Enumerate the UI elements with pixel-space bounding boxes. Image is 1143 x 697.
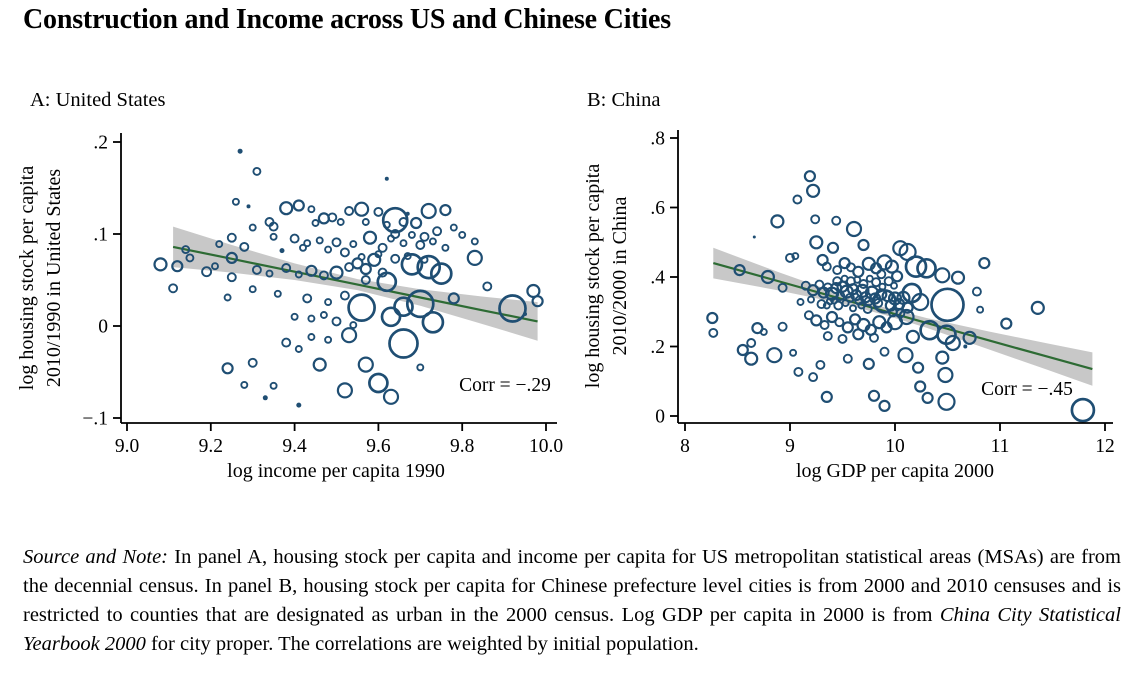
- corr-annotation: Corr = −.45: [981, 379, 1073, 400]
- scatter-point: [923, 393, 933, 403]
- panel-label: A: United States: [30, 89, 166, 111]
- scatter-point: [761, 329, 767, 335]
- scatter-point: [422, 204, 436, 218]
- scatter-point: [483, 282, 491, 290]
- scatter-point: [899, 348, 913, 362]
- scatter-point: [809, 373, 817, 381]
- scatter-point: [798, 299, 804, 305]
- y-tick-label: .2: [93, 132, 108, 154]
- scatter-point: [907, 331, 919, 343]
- figure-title: Construction and Income across US and Chinese Cities: [23, 4, 671, 35]
- y-axis-label-line1: log housing stock per capita: [16, 165, 38, 391]
- scatter-point: [431, 264, 451, 284]
- scatter-point: [850, 305, 856, 311]
- scatter-point: [223, 363, 233, 373]
- scatter-point: [169, 284, 177, 292]
- scatter-point: [391, 255, 399, 263]
- x-tick-label: 9: [785, 436, 795, 457]
- scatter-point: [811, 215, 819, 223]
- scatter-point: [794, 368, 802, 376]
- scatter-point: [250, 225, 256, 231]
- scatter-point: [771, 215, 783, 227]
- scatter-point: [359, 358, 373, 372]
- scatter-point: [821, 321, 829, 329]
- scatter-point: [241, 382, 247, 388]
- scatter-point: [338, 383, 352, 397]
- scatter-point: [308, 316, 314, 322]
- scatter-point: [973, 288, 981, 296]
- scatter-point: [363, 219, 369, 225]
- scatter-point: [433, 227, 441, 235]
- scatter-point: [979, 258, 989, 268]
- scatter-point: [341, 248, 349, 256]
- scatter-point: [291, 235, 299, 243]
- scatter-point: [364, 232, 376, 244]
- scatter-point: [878, 255, 892, 269]
- scatter-point: [416, 241, 424, 249]
- scatter-point: [880, 401, 890, 411]
- scatter-point: [384, 390, 398, 404]
- scatter-point: [271, 383, 277, 389]
- scatter-point: [881, 348, 889, 356]
- x-axis-label: log GDP per capita 2000: [795, 460, 995, 482]
- note-text-2: for city proper. The correlations are weighted by initial population.: [145, 632, 699, 655]
- x-tick-label: 12: [1095, 436, 1115, 457]
- scatter-point: [406, 212, 410, 216]
- scatter-point: [840, 258, 850, 268]
- panel-a: [16, 89, 563, 482]
- scatter-point: [745, 353, 757, 365]
- x-tick-label: 9.2: [198, 436, 223, 457]
- scatter-point: [915, 382, 925, 392]
- scatter-point: [280, 248, 285, 253]
- scatter-point: [228, 234, 236, 242]
- scatter-point: [421, 233, 429, 241]
- y-tick-label: −.1: [82, 408, 108, 430]
- y-tick-label: .6: [650, 198, 665, 219]
- corr-annotation: Corr = −.29: [459, 375, 551, 396]
- y-axis-label-line1: log housing stock per capita: [582, 163, 604, 389]
- scatter-point: [793, 196, 801, 204]
- scatter-point: [1001, 319, 1011, 329]
- scatter-point: [822, 392, 832, 402]
- scatter-point: [810, 236, 822, 248]
- scatter-point: [249, 359, 257, 367]
- note-book-title: China City Statistical Yearbook 2000: [23, 603, 1121, 655]
- x-tick-label: 9.6: [366, 436, 391, 457]
- x-tick-label: 11: [990, 436, 1010, 457]
- panel-b: [582, 89, 1115, 482]
- scatter-point: [238, 149, 243, 154]
- scatter-point: [385, 177, 389, 181]
- scatter-point: [442, 245, 448, 251]
- scatter-point: [833, 266, 841, 274]
- scatter-point: [738, 345, 748, 355]
- scatter-point: [155, 258, 167, 270]
- scatter-point: [263, 395, 268, 400]
- scatter-point: [423, 312, 443, 332]
- scatter-point: [844, 355, 852, 363]
- scatter-point: [707, 313, 717, 323]
- scatter-point: [828, 243, 838, 253]
- scatter-point: [459, 232, 465, 238]
- scatter-point: [345, 207, 353, 215]
- scatter-point: [430, 238, 436, 244]
- scatter-point: [253, 168, 260, 175]
- y-tick-label: .1: [93, 224, 108, 246]
- scatter-point: [869, 391, 879, 401]
- scatter-point: [282, 339, 290, 347]
- scatter-point: [369, 374, 387, 392]
- scatter-point: [807, 185, 819, 197]
- scatter-point: [892, 271, 902, 281]
- scatter-point: [333, 238, 341, 246]
- scatter-point: [280, 202, 292, 214]
- scatter-point: [314, 359, 326, 371]
- scatter-point: [523, 312, 527, 316]
- scatter-point: [824, 332, 832, 340]
- scatter-point: [382, 308, 400, 326]
- y-axis-label-line2: 2010/2000 in China: [609, 196, 631, 356]
- scatter-point: [303, 294, 311, 302]
- x-tick-label: 9.0: [114, 436, 140, 457]
- y-tick-label: .4: [650, 267, 665, 289]
- scatter-point: [792, 253, 798, 259]
- scatter-point: [870, 334, 878, 342]
- note-text-1: In panel A, housing stock per capita and income per capita for US metropolitan statistical areas (MSAs) are from the decennial census. In panel B, housing stock per capita for Chinese prefecture level cities is from 2000 and 2010 censuses and is restricted to counties that are designated as urban in the 2000 census. Log GDP per capita in 2000 is from: [23, 545, 1121, 626]
- scatter-point: [839, 335, 847, 343]
- scatter-point: [294, 201, 304, 211]
- scatter-point: [747, 339, 755, 347]
- scatter-point: [790, 350, 796, 356]
- scatter-point: [350, 322, 356, 328]
- y-tick-label: 0: [655, 406, 665, 428]
- scatter-point: [938, 368, 952, 382]
- scatter-point: [321, 312, 327, 318]
- scatter-point: [440, 205, 450, 215]
- y-tick-label: .8: [650, 128, 665, 150]
- scatter-point: [296, 403, 301, 408]
- scatter-point: [317, 237, 323, 243]
- scatter-point: [952, 272, 964, 284]
- scatter-point: [300, 245, 306, 251]
- y-axis-label-line2: 2010/1990 in United States: [43, 168, 65, 388]
- scatter-point: [963, 345, 967, 349]
- scatter-point: [233, 199, 239, 205]
- scatter-point: [451, 225, 457, 231]
- scatter-point: [271, 234, 277, 240]
- scatter-point: [779, 323, 787, 331]
- scatter-point: [308, 206, 314, 212]
- scatter-point: [228, 273, 236, 281]
- x-tick-label: 10.0: [528, 436, 564, 457]
- scatter-point: [417, 364, 423, 370]
- scatter-point: [390, 330, 418, 358]
- panel-label: B: China: [587, 89, 661, 111]
- scatter-point: [879, 284, 885, 290]
- scatter-point: [468, 251, 482, 265]
- scatter-point: [325, 247, 331, 253]
- scatter-point: [939, 394, 955, 410]
- scatter-point: [313, 220, 319, 226]
- x-tick-label: 8: [680, 436, 690, 457]
- scatter-point: [355, 203, 368, 216]
- scatter-point: [338, 219, 344, 225]
- scatter-point: [384, 222, 390, 228]
- scatter-point: [333, 317, 341, 325]
- scatter-point: [325, 299, 331, 305]
- scatter-point: [847, 222, 861, 236]
- scatter-point: [832, 217, 840, 225]
- scatter-point: [935, 268, 949, 282]
- scatter-point: [753, 236, 756, 239]
- scatter-point: [808, 297, 814, 303]
- scatter-point: [913, 363, 923, 373]
- scatter-point: [374, 208, 382, 216]
- scatter-point: [368, 254, 380, 266]
- scatter-point: [932, 289, 964, 321]
- scatter-point: [891, 283, 897, 289]
- scatter-point: [250, 286, 256, 292]
- scatter-point: [350, 241, 356, 247]
- x-tick-label: 9.4: [282, 436, 307, 457]
- y-tick-label: .2: [650, 337, 665, 358]
- y-tick-label: 0: [98, 316, 108, 338]
- scatter-point: [859, 240, 869, 250]
- scatter-point: [816, 361, 824, 369]
- scatter-point: [349, 295, 375, 321]
- x-tick-label: 10: [885, 436, 905, 457]
- scatter-point: [1072, 399, 1094, 421]
- scatter-point: [864, 359, 874, 369]
- scatter-point: [936, 352, 948, 364]
- scatter-point: [409, 232, 415, 238]
- x-tick-label: 9.8: [450, 436, 475, 457]
- scatter-point: [341, 292, 349, 300]
- scatter-point: [225, 295, 231, 301]
- scatter-point: [977, 307, 983, 313]
- scatter-point: [411, 218, 421, 228]
- scatter-point: [401, 240, 407, 246]
- scatter-point: [361, 264, 371, 274]
- scatter-point: [709, 329, 717, 337]
- scatter-point: [292, 314, 298, 320]
- scatter-point: [342, 328, 356, 342]
- scatter-point: [805, 171, 815, 181]
- x-axis-label: log income per capita 1990: [227, 460, 445, 482]
- scatter-point: [1032, 302, 1044, 314]
- scatter-point: [388, 236, 394, 242]
- source-note: [23, 543, 1121, 659]
- scatter-point: [853, 267, 863, 277]
- scatter-point: [247, 204, 251, 208]
- note-lead: Source and Note:: [23, 545, 168, 568]
- scatter-point: [472, 238, 478, 244]
- scatter-point: [275, 291, 281, 297]
- scatter-point: [296, 346, 302, 352]
- scatter-point: [767, 348, 781, 362]
- scatter-point: [308, 334, 314, 340]
- scatter-point: [325, 337, 331, 343]
- scatter-point: [319, 213, 329, 223]
